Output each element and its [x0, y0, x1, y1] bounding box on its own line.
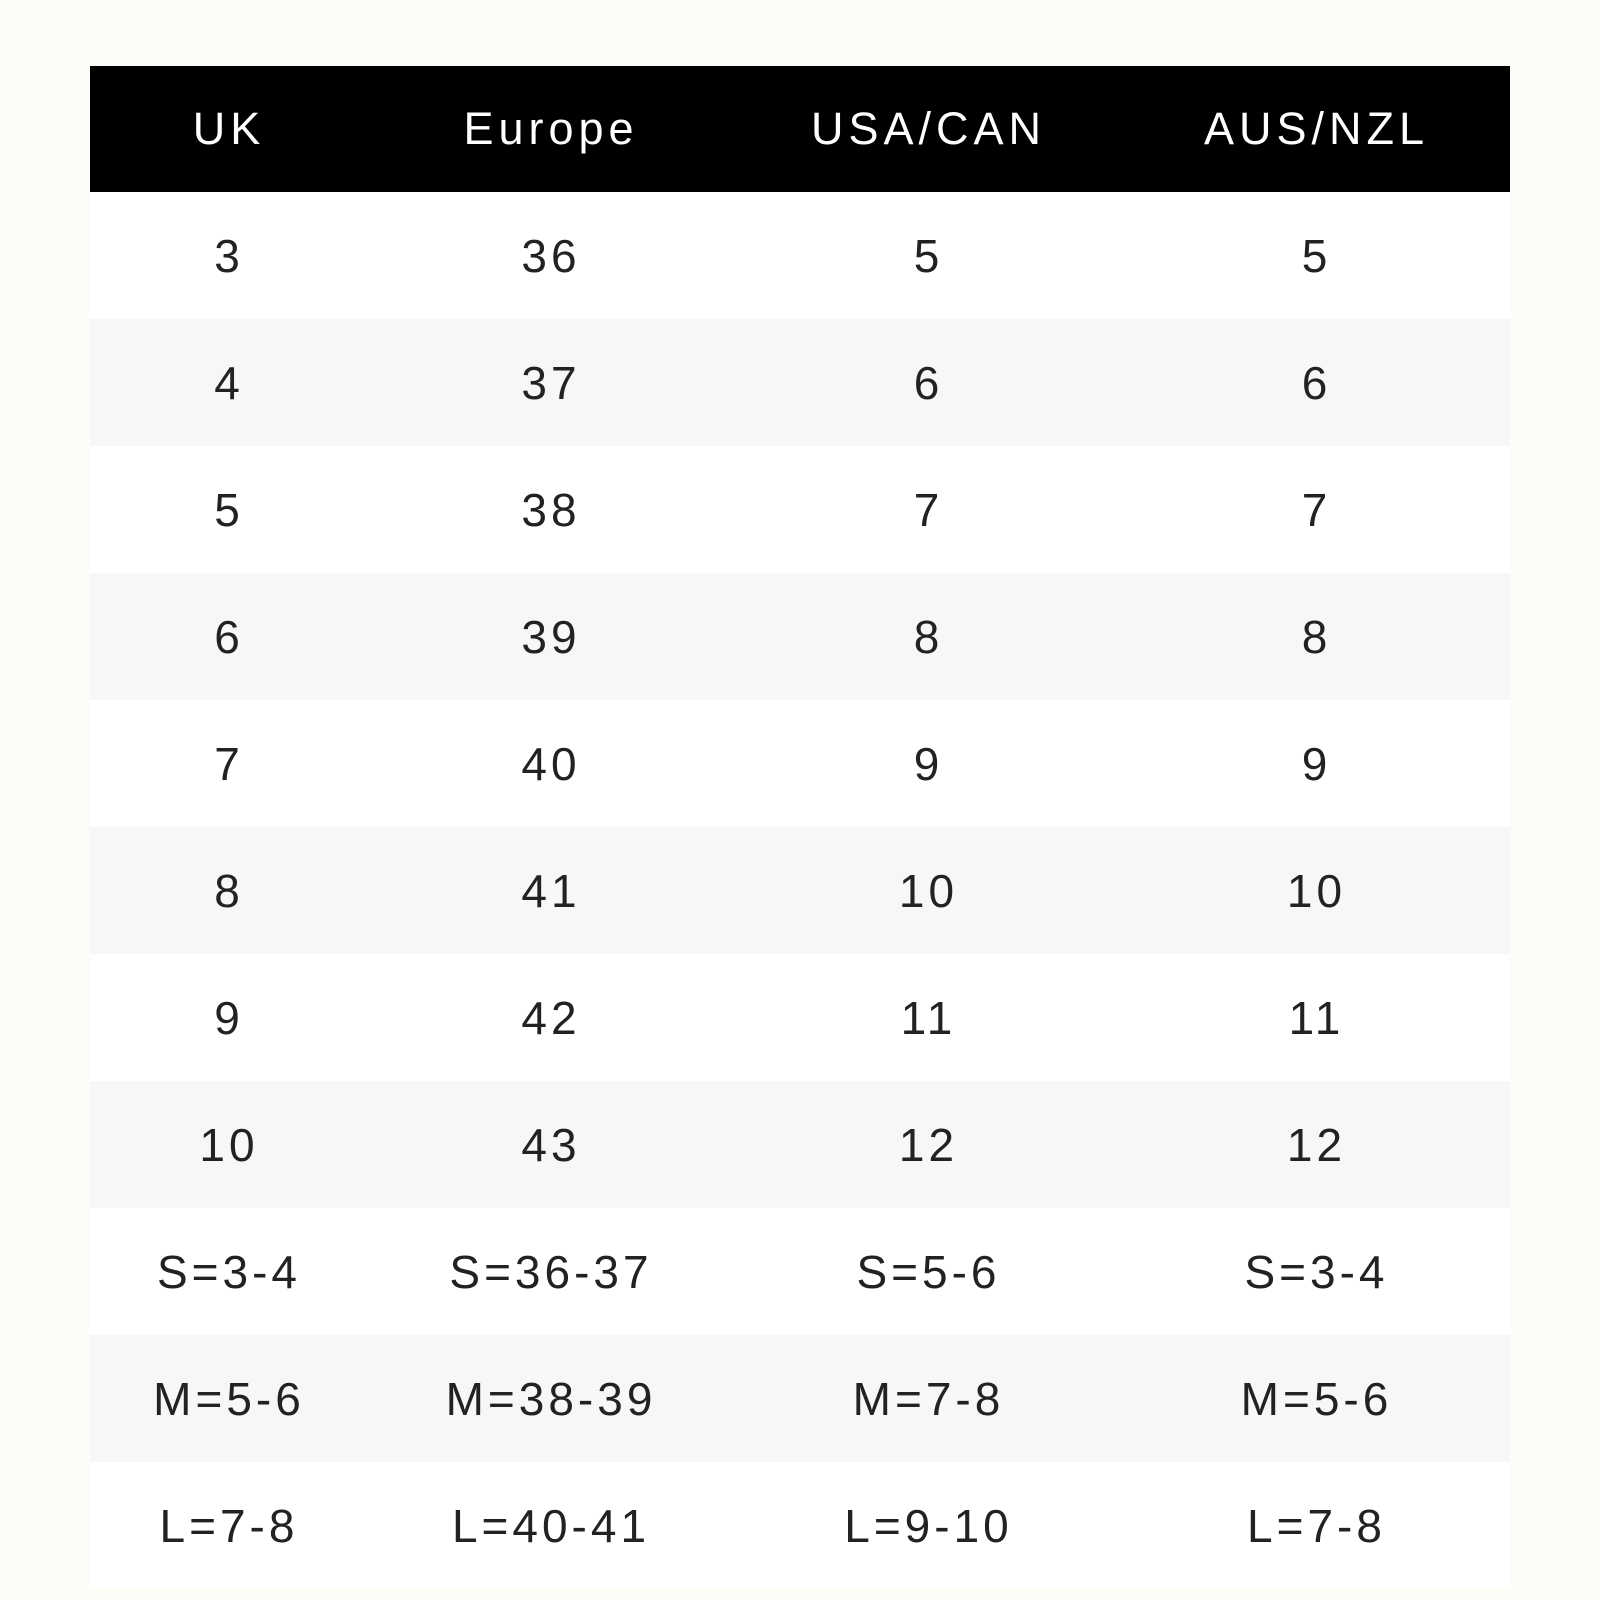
cell-uk: 7 — [214, 737, 244, 790]
cell-aus-nzl: 11 — [1288, 991, 1345, 1044]
cell-europe: S=36-37 — [449, 1245, 653, 1298]
cell-uk: 8 — [214, 864, 244, 917]
cell-aus-nzl: S=3-4 — [1244, 1245, 1389, 1298]
header-europe: Europe — [463, 103, 639, 154]
cell-usa-can: 6 — [913, 356, 944, 409]
cell-aus-nzl: 10 — [1286, 864, 1347, 917]
size-conversion-table — [90, 66, 1510, 1589]
table-row — [90, 1335, 1510, 1462]
cell-usa-can: 9 — [913, 737, 944, 790]
table-row — [90, 827, 1510, 954]
cell-uk: 5 — [214, 483, 244, 536]
cell-europe: 37 — [521, 356, 581, 409]
table-row — [90, 1462, 1510, 1589]
cell-uk: L=7-8 — [159, 1499, 299, 1552]
cell-aus-nzl: 9 — [1301, 737, 1332, 790]
cell-usa-can: 8 — [913, 610, 944, 663]
cell-aus-nzl: 12 — [1286, 1118, 1347, 1171]
cell-usa-can: L=9-10 — [844, 1499, 1013, 1552]
cell-europe: M=38-39 — [445, 1372, 657, 1425]
cell-uk: 3 — [214, 229, 244, 282]
header-aus-nzl: AUS/NZL — [1203, 103, 1430, 154]
cell-aus-nzl: M=5-6 — [1240, 1372, 1393, 1425]
table-row — [90, 954, 1510, 1081]
cell-usa-can: M=7-8 — [852, 1372, 1005, 1425]
table-row — [90, 319, 1510, 446]
cell-aus-nzl: L=7-8 — [1247, 1499, 1386, 1552]
cell-usa-can: 10 — [898, 864, 959, 917]
header-uk: UK — [192, 103, 266, 154]
cell-usa-can: 7 — [913, 483, 944, 536]
cell-uk: 4 — [214, 356, 244, 409]
cell-europe: 40 — [521, 737, 581, 790]
table-row — [90, 446, 1510, 573]
cell-europe: 42 — [521, 991, 581, 1044]
cell-europe: L=40-41 — [451, 1499, 651, 1552]
cell-aus-nzl: 6 — [1301, 356, 1332, 409]
cell-usa-can: 12 — [898, 1118, 959, 1171]
cell-uk: 10 — [199, 1118, 259, 1171]
cell-uk: 9 — [214, 991, 244, 1044]
cell-usa-can: S=5-6 — [856, 1245, 1001, 1298]
table-row — [90, 700, 1510, 827]
cell-europe: 43 — [521, 1118, 581, 1171]
cell-europe: 41 — [521, 864, 581, 917]
cell-uk: S=3-4 — [156, 1245, 302, 1298]
cell-usa-can: 5 — [913, 229, 944, 282]
cell-europe: 36 — [521, 229, 581, 282]
table-row — [90, 1081, 1510, 1208]
cell-aus-nzl: 5 — [1301, 229, 1332, 282]
cell-uk: 6 — [214, 610, 244, 663]
header-usa-can: USA/CAN — [810, 103, 1047, 154]
table-row — [90, 192, 1510, 319]
table-header-row — [90, 66, 1510, 192]
cell-aus-nzl: 8 — [1301, 610, 1332, 663]
cell-europe: 38 — [521, 483, 581, 536]
cell-uk: M=5-6 — [153, 1372, 305, 1425]
cell-usa-can: 11 — [900, 991, 957, 1044]
cell-europe: 39 — [521, 610, 581, 663]
table-row — [90, 573, 1510, 700]
table-row — [90, 1208, 1510, 1335]
cell-aus-nzl: 7 — [1301, 483, 1332, 536]
